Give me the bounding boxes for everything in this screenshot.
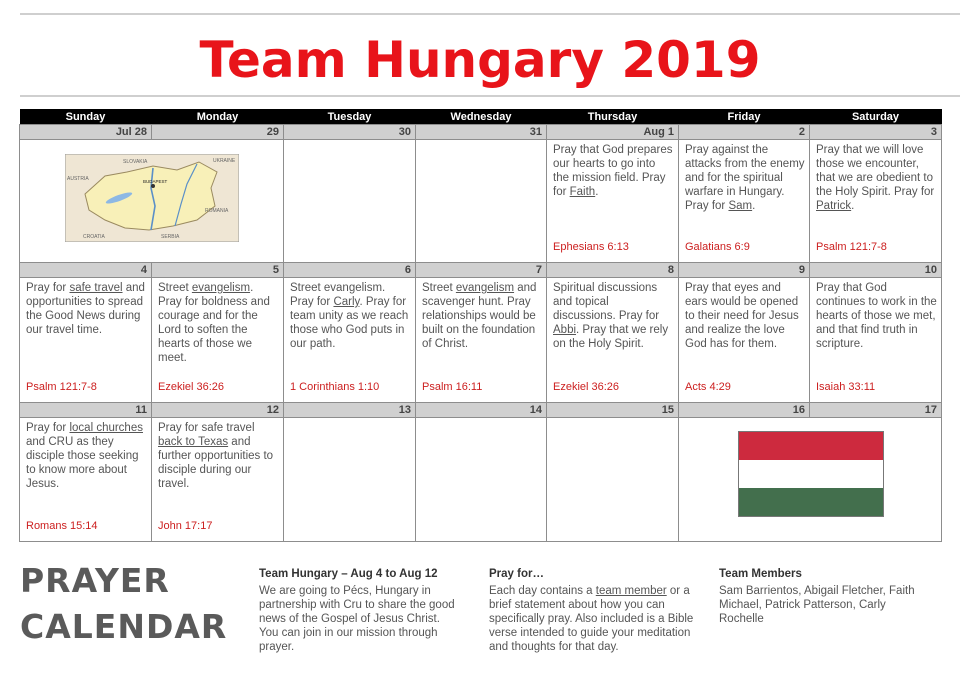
flag-stripe-green (739, 488, 883, 516)
page-title: Team Hungary 2019 (199, 31, 761, 89)
day-text: . Pray that we rely on the Holy Spirit. (553, 324, 669, 350)
bible-verse: Romans 15:14 (26, 520, 98, 532)
bible-verse: Ezekiel 36:26 (553, 381, 620, 393)
date-cell: 13 (284, 403, 416, 418)
day-cell (416, 140, 547, 263)
hungary-flag (738, 431, 884, 517)
day-cell (810, 278, 942, 403)
date-cell: Jul 28 (20, 125, 152, 140)
top-rule (20, 13, 960, 15)
weekday-thursday: Thursday (547, 109, 679, 125)
underlined-text: back to Texas (158, 436, 229, 448)
team-member-name: Patrick (816, 200, 852, 212)
bible-verse: Acts 4:29 (685, 381, 731, 393)
day-cell (416, 418, 547, 542)
weekday-wednesday: Wednesday (416, 109, 547, 125)
pray-for-text: or a brief statement about how you can specifically pray. Also included is a Bible verse intended to guide your meditation and thoughts for that day. (489, 585, 694, 653)
underlined-text: team member (595, 585, 667, 597)
date-cell: 12 (152, 403, 284, 418)
underlined-text: evangelism (191, 282, 251, 294)
day-cell (547, 140, 679, 263)
bible-verse: Ephesians 6:13 (553, 241, 629, 253)
day-cell (416, 278, 547, 403)
date-cell: 10 (810, 263, 942, 278)
team-members-heading: Team Members (719, 568, 802, 580)
about-heading: Team Hungary – Aug 4 to Aug 12 (259, 568, 438, 580)
team-members-section (719, 567, 919, 626)
day-text: and CRU as they disciple those seeking to know more about Jesus. (26, 436, 139, 490)
day-text: Pray that God prepares our hearts to go into the mission field. Pray for (553, 144, 673, 198)
flag-cell (679, 418, 942, 542)
date-cell: 16 (679, 403, 810, 418)
map-label: AUSTRIA (67, 176, 89, 182)
weekday-tuesday: Tuesday (284, 109, 416, 125)
date-cell: 11 (20, 403, 152, 418)
day-text: Street (422, 282, 456, 294)
day-text-end: . (752, 200, 756, 212)
pray-for-section (489, 567, 711, 654)
date-cell: 8 (547, 263, 679, 278)
pray-for-heading: Pray for… (489, 568, 544, 580)
day-cell (284, 418, 416, 542)
date-cell: 31 (416, 125, 547, 140)
title-rule (20, 95, 960, 97)
day-cell (20, 418, 152, 542)
date-cell: 7 (416, 263, 547, 278)
bible-verse: Isaiah 33:11 (816, 381, 876, 393)
week3-body (20, 418, 942, 542)
day-text-end: . (595, 186, 599, 198)
prayer-word: PRAYER (20, 561, 170, 600)
team-member-name: Sam (728, 200, 753, 212)
team-member-name: Abbi (553, 324, 577, 336)
hungary-map (65, 154, 239, 242)
weekday-header (20, 109, 942, 125)
date-cell: 5 (152, 263, 284, 278)
calendar-grid (19, 109, 942, 542)
day-text: Pray for (26, 422, 70, 434)
date-cell: 9 (679, 263, 810, 278)
date-cell: 29 (152, 125, 284, 140)
underlined-text: evangelism (455, 282, 515, 294)
bible-verse: 1 Corinthians 1:10 (290, 381, 380, 393)
date-cell: 3 (810, 125, 942, 140)
day-cell (679, 278, 810, 403)
map-label: ROMANIA (205, 208, 229, 214)
day-cell (547, 278, 679, 403)
date-cell: 2 (679, 125, 810, 140)
date-cell: 30 (284, 125, 416, 140)
day-cell (547, 418, 679, 542)
map-label: CROATIA (83, 234, 105, 240)
day-cell (810, 140, 942, 263)
day-text: and scavenger hunt. Pray relationships would be built on the foundation of Christ. (422, 282, 537, 350)
day-text: Pray for (26, 282, 70, 294)
bible-verse: Galatians 6:9 (685, 241, 750, 253)
day-text: Pray against the attacks from the enemy and for the spiritual warfare in Hungary. Pray for (685, 144, 805, 212)
bible-verse: Ezekiel 36:26 (158, 381, 225, 393)
week2-body (20, 278, 942, 403)
calendar-word: CALENDAR (20, 607, 228, 646)
map-label: UKRAINE (213, 158, 236, 164)
underlined-text: local churches (69, 422, 143, 434)
day-text: . Pray for team unity as we reach those who God puts in our path. (290, 296, 409, 350)
date-cell: 15 (547, 403, 679, 418)
day-cell (284, 278, 416, 403)
date-cell: Aug 1 (547, 125, 679, 140)
bible-verse: John 17:17 (158, 520, 213, 532)
day-text: and further opportunities to disciple during our travel. (158, 436, 274, 490)
map-label: SLOVAKIA (123, 159, 148, 165)
about-body: We are going to Pécs, Hungary in partnership with Cru to share the good news of the Gospel of Jesus Christ. You can join in our mission through prayer. (259, 585, 455, 653)
week1-dates (20, 125, 942, 140)
day-cell (152, 278, 284, 403)
map-label: BUDAPEST (143, 179, 168, 184)
map-label: SERBIA (161, 234, 180, 240)
team-members-list: Sam Barrientos, Abigail Fletcher, Faith Michael, Patrick Patterson, Carly Rochelle (719, 585, 915, 625)
weekday-sunday: Sunday (20, 109, 152, 125)
week1-body (20, 140, 942, 263)
day-text: and opportunities to spread the Good News during our travel time. (26, 282, 145, 336)
day-text-end: . (851, 200, 855, 212)
day-text: Pray that eyes and ears would be opened to their need for Jesus and realize the love God has for them. (685, 282, 799, 350)
day-text: Street (158, 282, 192, 294)
day-text: Spiritual discussions and topical discussions. Pray for (553, 282, 660, 322)
bible-verse: Psalm 121:7-8 (816, 241, 887, 253)
day-text: Pray that we will love those we encounter, that we are obedient to the Holy Spirit. Pray for (816, 144, 935, 198)
day-text: Pray that God continues to work in the hearts of those we met, and that find truth in scripture. (816, 282, 937, 350)
date-cell: 17 (810, 403, 942, 418)
day-cell (20, 278, 152, 403)
about-section (259, 567, 455, 654)
date-cell: 14 (416, 403, 547, 418)
map-cell (20, 140, 284, 263)
week3-dates (20, 403, 942, 418)
day-text: Pray for safe travel (158, 422, 255, 434)
underlined-text: safe travel (69, 282, 123, 294)
bible-verse: Psalm 121:7-8 (26, 381, 97, 393)
day-cell (284, 140, 416, 263)
pray-for-text: Each day contains a (489, 585, 596, 597)
date-cell: 6 (284, 263, 416, 278)
bible-verse: Psalm 16:11 (422, 381, 483, 393)
team-member-name: Carly (333, 296, 360, 308)
day-text: Street evangelism. Pray for (290, 282, 386, 308)
day-cell (679, 140, 810, 263)
weekday-saturday: Saturday (810, 109, 942, 125)
team-member-name: Faith (569, 186, 596, 198)
week2-dates (20, 263, 942, 278)
pray-for-body (489, 584, 711, 654)
day-cell (152, 418, 284, 542)
prayer-calendar-heading (20, 558, 227, 650)
flag-stripe-white (739, 460, 883, 488)
flag-stripe-red (739, 432, 883, 460)
date-cell: 4 (20, 263, 152, 278)
weekday-monday: Monday (152, 109, 284, 125)
day-text: . Pray for boldness and courage and for the Lord to soften the hearts of those we meet. (158, 282, 270, 364)
weekday-friday: Friday (679, 109, 810, 125)
